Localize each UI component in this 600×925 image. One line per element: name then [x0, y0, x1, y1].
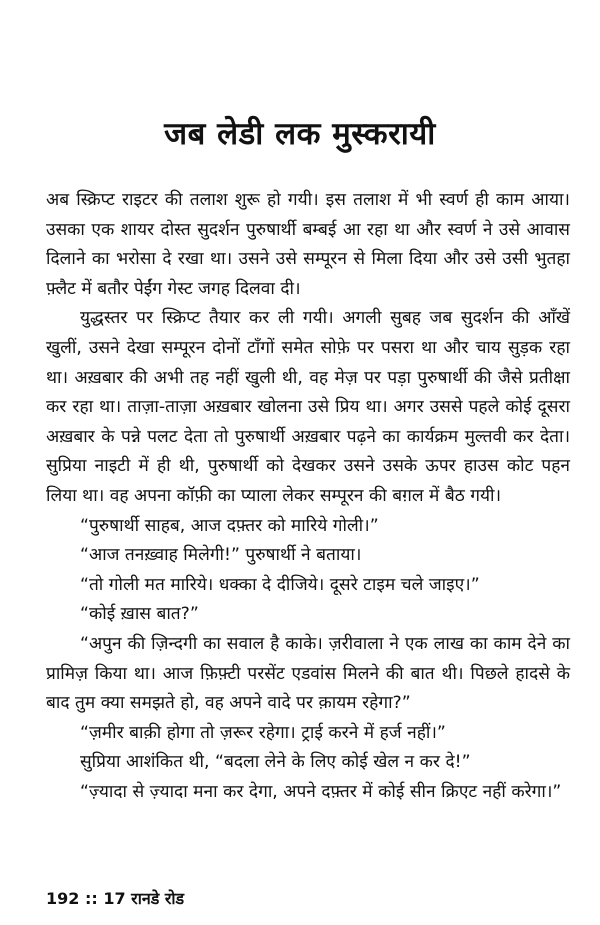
- dialogue-3: “तो गोली मत मारिये। धक्का दे दीजिये। दूसरे टाइम चले जाइए।”: [80, 574, 480, 595]
- chapter-body: [46, 186, 570, 807]
- paragraph-1: अब स्क्रिप्ट राइटर की तलाश शुरू हो गयी। इस तलाश में भी स्वर्ण ही काम आया। उसका एक शायर दोस्त सुदर्शन पुरुषार्थी बम्बई आ रहा था और स्वर्ण ने उसे आवास दिलाने का भरोसा दे रखा था। उसने उसे सम्पूरन से मिला दिया और उसे उसी भुतहा फ़्लैट में बतौर पेईंग गेस्ट जगह दिलवा दी।: [46, 190, 570, 299]
- dialogue-1: “पुरुषार्थी साहब, आज दफ़्तर को मारिये गोली।”: [80, 515, 379, 536]
- paragraph-2: युद्धस्तर पर स्क्रिप्ट तैयार कर ली गयी। अगली सुबह जब सुदर्शन की आँखें खुलीं, उसने देखा सम्पूरन दोनों टाँगों समेत सोफ़े पर पसरा था और चाय सुड़क रहा था। अख़बार की अभी तह नहीं खुली थी, वह मेज़ पर पड़ा पुरुषार्थी की जैसे प्रतीक्षा कर रहा था। ताज़ा-ताज़ा अख़बार खोलना उसे प्रिय था। अगर उससे पहले कोई दूसरा अख़बार के पन्ने पलट देता तो पुरुषार्थी अख़बार पढ़ने का कार्यक्रम मुल्तवी कर देता। सुप्रिया नाइटी में ही थी, पुरुषार्थी को देखकर उसने उसके ऊपर हाउस कोट पहन लिया था। वह अपना कॉफ़ी का प्याला लेकर सम्पूरन की बग़ल में बैठ गयी।: [46, 308, 570, 506]
- dialogue-5: “अपुन की ज़िन्दगी का सवाल है काके। ज़रीवाला ने एक लाख का काम देने का प्रामिज़ किया था। आज फ़िफ़्टी परसेंट एडवांस मिलने की बात थी। पिछले हादसे के बाद तुम क्या समझते हो, वह अपने वादे पर क़ायम रहेगा?”: [46, 633, 570, 714]
- dialogue-2: “आज तनख़्वाह मिलेगी!” पुरुषार्थी ने बताया।: [80, 545, 362, 566]
- page-footer: 192 :: 17 रानडे रोड: [46, 889, 185, 908]
- dialogue-7: सुप्रिया आशंकित थी, “बदला लेने के लिए कोई खेल न कर दे!”: [80, 752, 471, 773]
- dialogue-6: “ज़मीर बाक़ी होगा तो ज़रूर रहेगा। ट्राई करने में हर्ज नहीं।”: [80, 722, 446, 743]
- chapter-title: जब लेडी लक मुस्करायी: [164, 116, 436, 152]
- dialogue-4: “कोई ख़ास बात?”: [80, 604, 199, 625]
- dialogue-8: “ज़्यादा से ज़्यादा मना कर देगा, अपने दफ़्तर में कोई सीन क्रिएट नहीं करेगा।”: [80, 781, 562, 802]
